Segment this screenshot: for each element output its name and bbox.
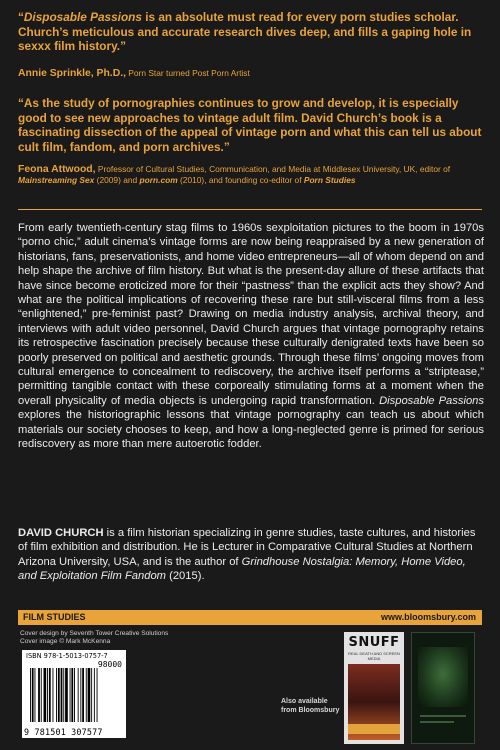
book-cover-band xyxy=(348,724,400,734)
design-credit: Cover design by Seventh Tower Creative Solutions xyxy=(20,630,169,637)
barcode-number: 9 781501 307577 xyxy=(24,727,103,737)
barcode-bar xyxy=(38,668,40,722)
barcode-bar xyxy=(88,668,91,722)
description-text: explores the historiographic lessons that vintage pornography can teach us about which materials our society chooses to keep, and how a long-neglected genre is primed for serious rediscovery as more than mere autoerotic fodder. xyxy=(18,409,484,451)
book-cover-text-line xyxy=(420,715,466,717)
barcode-bar xyxy=(78,668,79,722)
barcode-bar xyxy=(86,668,87,722)
barcode-bar xyxy=(35,668,36,722)
barcode-bar xyxy=(56,668,57,722)
quote-annie-sprinkle xyxy=(18,10,488,54)
barcode-bar xyxy=(30,668,31,722)
isbn-text: ISBN 978-1-5013-0757-7 xyxy=(26,652,108,660)
quote-attribution-sprinkle xyxy=(18,68,488,79)
author-role-part: (2010), and founding co-editor of xyxy=(177,175,304,185)
author-bio-text: is a film historian specializing in genre studies, taste cultures, and histories of film exhibition and distribution. He is Lecturer in Comparative Cultural Studies at Northern Arizona University, USA, and is the author of xyxy=(18,527,476,568)
book-cover-snuff xyxy=(344,632,404,744)
quote-feona-attwood xyxy=(18,96,488,154)
category-bar xyxy=(18,610,482,625)
also-available-label: Also available from Bloomsbury xyxy=(281,698,340,714)
quote-attribution-attwood xyxy=(18,164,488,186)
author-role-part: (2009) and xyxy=(94,175,140,185)
quote-text: “As the study of pornographies continues to grow and develop, it is especially good to see new approaches to vintage adult film. David Church’s book is a fascinating dissection of the appeal of vintage porn and what this can tell us about cult film, fandom, and porn archives.” xyxy=(18,96,482,154)
barcode-bar xyxy=(71,668,73,722)
image-credit: Cover image © Mark McKenna xyxy=(20,638,111,646)
book-title: Disposable Passions xyxy=(379,394,484,407)
open-quote: “ xyxy=(18,10,24,24)
category-label: FILM STUDIES xyxy=(23,612,86,622)
barcode-bar xyxy=(53,668,54,722)
barcode-bar xyxy=(32,668,34,722)
author-role-part: Professor of Cultural Studies, Communication, and Media at Middlesex University, UK, editor of xyxy=(95,164,451,174)
barcode-bar xyxy=(49,668,51,722)
price-code: 98000 xyxy=(97,660,122,669)
publisher-website: www.bloomsbury.com xyxy=(380,612,476,622)
author-name: Annie Sprinkle, Ph.D., xyxy=(18,68,126,79)
barcode-bar xyxy=(61,668,63,722)
book-title: Porn Studies xyxy=(303,175,356,185)
author-bio-name: DAVID CHURCH xyxy=(18,527,104,539)
barcode-bar xyxy=(74,668,75,722)
book-cover-text-line xyxy=(420,721,454,723)
barcode-bar xyxy=(58,668,60,722)
barcode-bar xyxy=(97,668,98,722)
barcode-bar xyxy=(94,668,95,722)
isbn-barcode xyxy=(22,650,126,738)
cover-credits xyxy=(20,630,270,647)
barcode-bar xyxy=(80,668,81,722)
book-title: Mainstreaming Sex xyxy=(18,175,95,185)
barcode-bar xyxy=(70,668,71,722)
barcode-bar xyxy=(47,668,48,722)
author-name: Feona Attwood, xyxy=(18,164,96,175)
author-bio-text: (2015). xyxy=(166,570,205,583)
author-bio xyxy=(18,526,484,584)
book-cover-subtitle: REAL DEATH AND SCREEN MEDIA xyxy=(348,651,400,661)
author-role: Porn Star turned Post Porn Artist xyxy=(125,68,250,78)
quote-book-title: Disposable Passions xyxy=(23,10,142,24)
barcode-bar xyxy=(63,668,64,722)
barcode-bar xyxy=(82,668,84,722)
book-title: porn.com xyxy=(139,175,178,185)
book-cover-grindhouse-nostalgia xyxy=(411,632,475,744)
book-cover-title: SNUFF xyxy=(348,635,400,650)
book-cover-image xyxy=(418,647,468,707)
quote-text: is an absolute must read for every porn studies scholar. Church’s meticulous and accurate research dives deep, and fills a gaping hole in sexxx film history.” xyxy=(18,10,472,54)
barcode-bar xyxy=(44,668,47,722)
book-description xyxy=(18,221,484,452)
barcode-bar xyxy=(65,668,68,722)
description-text: From early twentieth-century stag films to 1960s sexploitation pictures to the boom in 1970s “porno chic,” adult cinema’s vintage forms are now being reappraised by a new generation of historians, fans, preservationists, and home video entrepreneurs—all of whom depend on and help shape the archive of film history. But what is the present-day allure of these artifacts that have since become eroticized more for their “pastness” than the explicit acts they show? And what are the political implications of recovering these rare but still-visceral films from a less “enlightened,” pre-feminist past? Drawing on media industry analysis, archival theory, and interviews with adult video personnel, David Church argues that vintage pornography retains its retrospective fascination precisely because these culturally denigrated texts have been so poorly preserved on political and aesthetic grounds. Through these films’ ongoing moves from cultural emergence to concealment to rediscovery, the archive itself performs a “striptease,” permitting tangible contact with these corporeally stimulating forms at a moment when the overall physicality of media objects is undergoing rapid transformation. xyxy=(18,222,484,407)
divider xyxy=(18,209,482,210)
barcode-bar xyxy=(91,668,92,722)
barcode-icon xyxy=(28,668,120,722)
book-title: Grindhouse Nostalgia: Memory, Home Video, and Exploitation Film Fandom xyxy=(18,555,466,583)
barcode-bar xyxy=(41,668,42,722)
